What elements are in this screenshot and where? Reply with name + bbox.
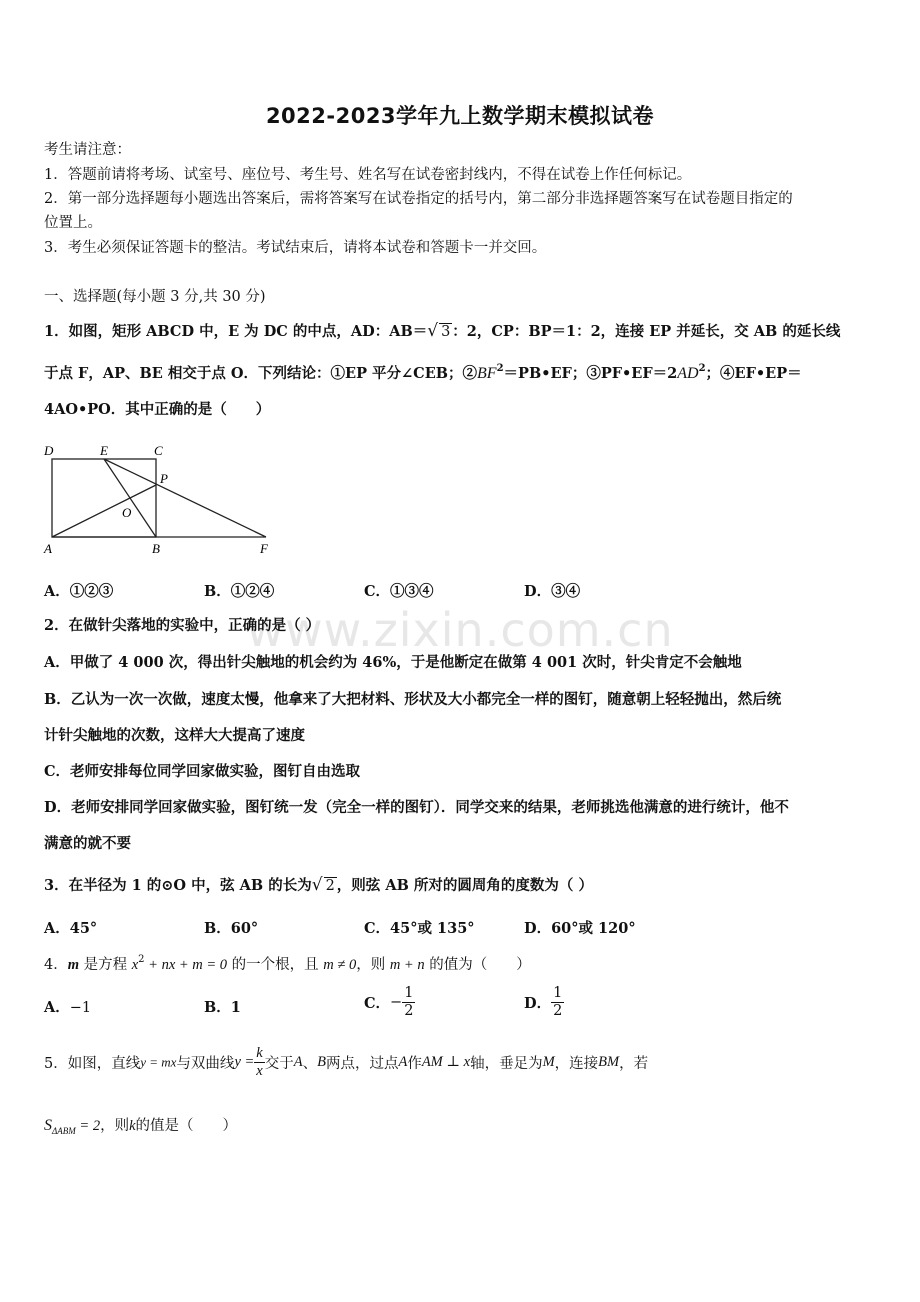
q3-option-c: C．45°或 135°	[364, 920, 475, 937]
q1-geometry-figure	[40, 440, 280, 562]
segment-ef	[104, 459, 266, 537]
segment-ap	[52, 485, 156, 537]
q2-option-c: C．老师安排每位同学回家做实验，图钉自由选取	[44, 763, 361, 780]
q1-line3: 4AO•PO．其中正确的是（ ）	[44, 401, 271, 418]
q2-stem: 2．在做针尖落地的实验中，正确的是（ ）	[44, 617, 321, 634]
q3-option-d: D．60°或 120°	[524, 920, 636, 937]
q1-option-d: D．③④	[524, 583, 581, 600]
q3-stem: 3．在半径为 1 的⊙O 中，弦 AB 的长为√ 2 ，则弦 AB 所对的圆周角的度数为（ ）	[44, 875, 593, 895]
section-heading: 一、选择题(每小题 3 分,共 30 分)	[44, 289, 266, 305]
page-title: 2022-2023学年九上数学期末模拟试卷	[265, 104, 655, 128]
label-p: P	[160, 471, 168, 486]
q2-option-b: B．乙认为一次一次做，速度太慢，他拿来了大把材料、形状及大小都完全一样的图钉，随意朝上轻轻抛出，然后统	[44, 691, 782, 708]
q4-option-d: D． $\frac{1}{2}$	[524, 985, 563, 1019]
label-o: O	[122, 505, 132, 520]
notice-item: 位置上。	[44, 215, 102, 231]
q2-option-d-cont: 满意的就不要	[44, 835, 131, 852]
watermark: www.zixin.com.cn	[246, 603, 674, 657]
notice-heading: 考生请注意：	[44, 142, 131, 158]
q1-line2: 于点 F，AP、BE 相交于点 O．下列结论：①EP 平分∠CEB；$②BF^2=PB•EF$；$③PF•EF=2AD^2$；④EF•EP＝	[44, 363, 802, 382]
label-f: F	[260, 541, 268, 556]
label-d: D	[44, 443, 54, 458]
q5-stem: 5．如图，直线y = mx与双曲线y = $\frac{k}{x}$ 交于A、B两点，过点A作AM ⊥ x轴，垂足为M，连接BM，若	[44, 1045, 649, 1079]
notice-item: 2．第一部分选择题每小题选出答案后，需将答案写在试卷指定的括号内，第二部分非选择题答案写在试卷题目指定的	[44, 191, 793, 207]
q3-option-b: B．60°	[204, 920, 259, 937]
q4-option-b: B．1	[204, 999, 241, 1016]
notice-item: 1．答题前请将考场、试室号、座位号、考生号、姓名写在试卷密封线内，不得在试卷上作任何标记。	[44, 167, 692, 183]
notice-item: 3．考生必须保证答题卡的整洁。考试结束后，请将本试卷和答题卡一并交回。	[44, 240, 547, 256]
q2-option-a: A．甲做了 4 000 次，得出针尖触地的机会约为 46%，于是他断定在做第 4 001 次时，针尖肯定不会触地	[44, 654, 742, 671]
label-e: E	[100, 443, 108, 458]
label-b: B	[152, 541, 160, 556]
q4-option-c: C．− $\frac{1}{2}$	[364, 985, 414, 1019]
label-a: A	[44, 541, 52, 556]
q5-stem-cont: $S_{\Delta ABM} = 2$，则k的值是（ ）	[44, 1117, 238, 1136]
rectangle-abcd	[52, 459, 156, 537]
q1-option-c: C．①③④	[364, 583, 434, 600]
q3-option-a: A．45°	[44, 920, 98, 937]
q4-option-a: A．−1	[44, 999, 92, 1016]
q1-option-b: B．①②④	[204, 583, 275, 600]
q2-option-b-cont: 计针尖触地的次数，这样大大提高了速度	[44, 727, 305, 744]
q1-option-a: A．①②③	[44, 583, 114, 600]
q1-line1: 1．如图，矩形 ABCD 中，E 为 DC 的中点，AD：AB＝√ 3 ：2，CP：BP＝1：2，连接 EP 并延长，交 AB 的延长线	[44, 321, 841, 341]
q4-stem: 4．m 是方程 $x^2$ + nx + m = 0 的一个根，且 m ≠ 0，则 m + n 的值为（ ）	[44, 954, 531, 973]
label-c: C	[154, 443, 163, 458]
q2-option-d: D．老师安排同学回家做实验，图钉统一发（完全一样的图钉）．同学交来的结果，老师挑选他满意的进行统计，他不	[44, 799, 789, 816]
